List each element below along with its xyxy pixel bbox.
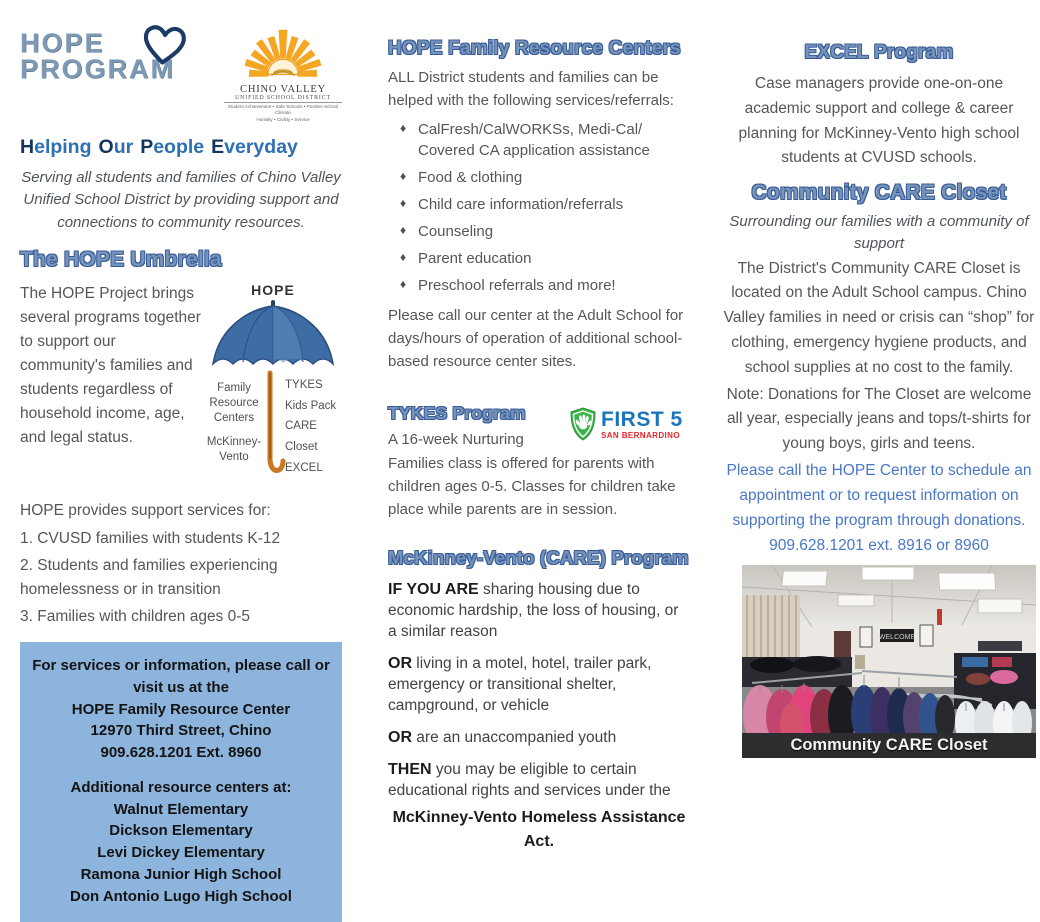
brand-header [20,30,342,124]
diamond-bullet-icon: ♦ [399,276,407,291]
left-column [20,0,342,922]
additional-center-5: Don Antonio Lugo High School [70,887,292,905]
hope-umbrella-heading: The HOPE Umbrella [20,248,222,272]
mckinney-paragraph-3: OR are an unaccompanied youth [388,728,617,746]
contact-line-3: 12970 Third Street, Chino [90,722,272,740]
closet-body: The District's Community CARE Closet is located on the Adult School campus. Chino Valley families in need or crisis can “shop” for clothing, emergency hygiene products, and school supplies at no cost to the family. [723,259,1035,376]
hope-logo-line2: PROGRAM [20,54,175,85]
umbrella-label-frc: Family Resource Centers [209,382,259,424]
motto-heading: Helping Our People Everyday [20,135,298,158]
frc-intro: ALL District students and families can be helped with the following services/referrals: [388,69,674,110]
district-tagline-2: Humility • Civility • Service [256,117,310,123]
mckinney-lead-4: THEN [388,760,432,778]
umbrella-figure [204,282,342,485]
umbrella-label-tykes: TYKES [285,379,323,392]
umbrella-label-mckinney: McKinney-Vento [206,435,262,463]
contact-line-1: For services or information, please call or visit us at the [32,657,330,696]
first5-wordmark: FIRST 5 [601,407,683,431]
svg-text:WELCOME: WELCOME [878,634,916,642]
first5-logo [568,407,690,441]
umbrella-body-text: The HOPE Project brings several programs together to support our community's families and students regardless of household income, age, and legal status. [20,285,201,447]
district-subname: UNIFIED SCHOOL DISTRICT [224,95,342,103]
hope-program-logo [20,30,208,83]
excel-heading: EXCEL Program [804,42,954,63]
frc-bullet-list [388,119,690,296]
list-item [388,119,690,161]
frc-bullet-2: Food & clothing [418,168,523,186]
tykes-section [388,403,690,521]
list-item [388,248,690,269]
district-logo [224,28,342,124]
list-item [388,194,690,215]
heart-icon [138,23,190,74]
umbrella-pole-icon [264,373,284,485]
list-item [388,167,690,188]
list-item [388,275,690,296]
additional-center-2: Dickson Elementary [109,822,253,840]
frc-outro: Please call our center at the Adult School for days/hours of operation of additional school-based resource center sites. [388,306,684,370]
frc-bullet-4: Counseling [418,222,494,240]
sunrise-book-icon [231,28,335,78]
diamond-bullet-icon: ♦ [399,195,407,210]
closet-tagline: Surrounding our families with a community of support [729,213,1029,252]
mckinney-lead-3: OR [388,728,412,746]
service-item-3: 3. Families with children ages 0-5 [20,607,251,625]
contact-info-box [20,642,342,922]
service-item-1: 1. CVUSD families with students K-12 [20,530,281,548]
mckinney-lead-1: IF YOU ARE [388,581,479,599]
additional-center-1: Walnut Elementary [113,800,249,818]
umbrella-canopy-icon [206,298,340,370]
diamond-bullet-icon: ♦ [399,249,407,264]
mckinney-act-title: McKinney-Vento Homeless Assistance Act. [392,808,686,850]
frc-bullet-1: CalFresh/CalWORKSs, Medi-Cal/ Covered CA application assistance [418,120,650,159]
contact-line-2: HOPE Family Resource Center [71,700,291,718]
mckinney-paragraph-2: OR living in a motel, hotel, trailer park, emergency or transitional shelter, campground, or vehicle [388,655,652,714]
mckinney-heading: McKinney-Vento (CARE) Program [388,547,689,569]
frc-bullet-3: Child care information/referrals [418,195,624,213]
mckinney-paragraph-1: IF YOU ARE sharing housing due to economic hardship, the loss of housing, or a similar reason [388,581,679,641]
service-item-2: 2. Students and families experiencing homelessness or in transition [20,557,278,598]
list-item [388,221,690,242]
closet-phone-number: 909.628.1201 ext. 8916 or 8960 [769,537,989,555]
first5-region: SAN BERNARDINO [601,430,680,440]
umbrella-label-excel: EXCEL [285,461,323,474]
district-tagline-1: Student Achievement • Safe Schools • Positive School Climate [227,104,339,116]
diamond-bullet-icon: ♦ [399,120,407,135]
middle-column [388,0,690,854]
umbrella-section [20,282,342,485]
umbrella-label-closet: Closet [285,441,318,454]
umbrella-top-label: HOPE [251,282,295,299]
district-name: CHINO VALLEY [240,84,326,95]
frc-heading: HOPE Family Resource Centers [388,38,681,59]
additional-center-3: Levi Dickey Elementary [97,844,265,862]
closet-call-to-action: Please call the HOPE Center to schedule an appointment or to request information on supporting the program through donations. [726,462,1032,529]
services-intro: HOPE provides support services for: [20,502,271,520]
additional-centers-heading: Additional resource centers at: [70,778,292,796]
closet-donation-note: Note: Donations for The Closet are welcome all year, especially jeans and tops/t-shirts for young boys, girls and teens. [726,385,1032,453]
hope-logo-line1: HOPE [20,28,105,58]
umbrella-left-labels [205,373,263,485]
first5-shield-icon [568,407,598,441]
excel-body: Case managers provide one-on-one academic support and college & career planning for McKinney-Vento high school students at CVUSD schools. [738,75,1020,167]
photo-caption: Community CARE Closet [742,733,1036,758]
tykes-heading: TYKES Program [388,403,526,424]
umbrella-label-kidspack: Kids Pack [285,399,337,412]
umbrella-right-labels [285,373,341,485]
additional-center-4: Ramona Junior High School [80,865,282,883]
frc-bullet-5: Parent education [418,249,532,267]
diamond-bullet-icon: ♦ [399,168,407,183]
mckinney-paragraph-4: THEN you may be eligible to certain educational rights and services under the [388,760,671,799]
contact-phone: 909.628.1201 Ext. 8960 [100,744,262,762]
mckinney-section [388,547,690,853]
frc-bullet-6: Preschool referrals and more! [418,276,616,294]
clothing-racks-illustration [742,565,1036,758]
umbrella-label-care: CARE [285,420,317,433]
mckinney-lead-2: OR [388,655,412,673]
tykes-body: A 16-week Nurturing Families class is offered for parents with children ages 0-5. Classes for children take place while parents are in session. [388,431,676,518]
closet-heading: Community CARE Closet [751,181,1007,205]
mission-statement: Serving all students and families of Chino Valley Unified School District by providing support and connections to community resources. [21,168,341,231]
umbrella-labels [204,373,342,485]
right-column [720,0,1038,758]
care-closet-photo [742,565,1036,758]
diamond-bullet-icon: ♦ [399,222,407,237]
